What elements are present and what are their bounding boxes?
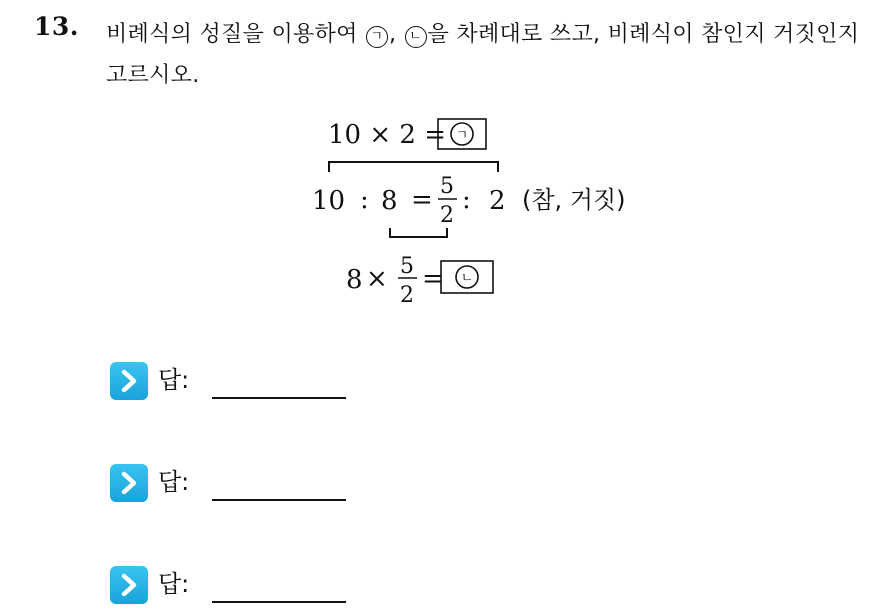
top-box-label: ㄱ <box>455 128 469 143</box>
answer-label: 답: <box>158 366 190 394</box>
answer-label: 답: <box>158 570 190 598</box>
proportion-diagram <box>300 110 680 320</box>
answer-row-2 <box>110 464 370 504</box>
bottom-fraction-denominator: 2 <box>400 283 414 308</box>
bottom-factor: 8 <box>346 265 363 295</box>
marker-a-circle: ㄱ <box>366 26 388 48</box>
question-number: 13. <box>34 12 79 41</box>
question-text-part2: , <box>388 22 404 47</box>
proportion-left-b: 8 <box>381 186 398 216</box>
fraction-numerator: 5 <box>440 174 454 199</box>
top-expression: 10 × 2 = <box>328 120 446 150</box>
bottom-times: × <box>366 264 388 294</box>
question-text-part1: 비례식의 성질을 이용하여 <box>106 22 365 47</box>
inner-bracket <box>390 228 447 237</box>
question-text <box>106 14 866 96</box>
proportion-colon-left: : <box>360 185 369 215</box>
outer-bracket <box>329 162 498 172</box>
bottom-box-label: ㄴ <box>460 271 474 286</box>
proportion-figure <box>300 110 680 320</box>
true-false-choice: (참, 거짓) <box>522 186 626 214</box>
proportion-left-a: 10 <box>312 186 346 216</box>
fraction-denominator: 2 <box>440 203 454 228</box>
proportion-colon-right: : <box>462 185 471 215</box>
answer-label: 답: <box>158 468 190 496</box>
answer-row-1 <box>110 362 370 402</box>
answer-blank-2[interactable] <box>212 499 346 501</box>
marker-b-circle: ㄴ <box>405 26 427 48</box>
proportion-equals: = <box>411 185 433 215</box>
bottom-equals: = <box>422 264 444 294</box>
chevron-right-icon <box>110 566 148 604</box>
answer-row-3 <box>110 566 370 606</box>
proportion-right-b: 2 <box>489 186 506 216</box>
chevron-right-icon <box>110 362 148 400</box>
question-text-part3: 을 차례대로 쓰고, 비례식이 참인지 거짓인지 고르시오. <box>106 22 860 88</box>
chevron-right-icon <box>110 464 148 502</box>
answer-blank-3[interactable] <box>212 601 346 603</box>
answer-blank-1[interactable] <box>212 397 346 399</box>
bottom-fraction-numerator: 5 <box>400 254 414 279</box>
